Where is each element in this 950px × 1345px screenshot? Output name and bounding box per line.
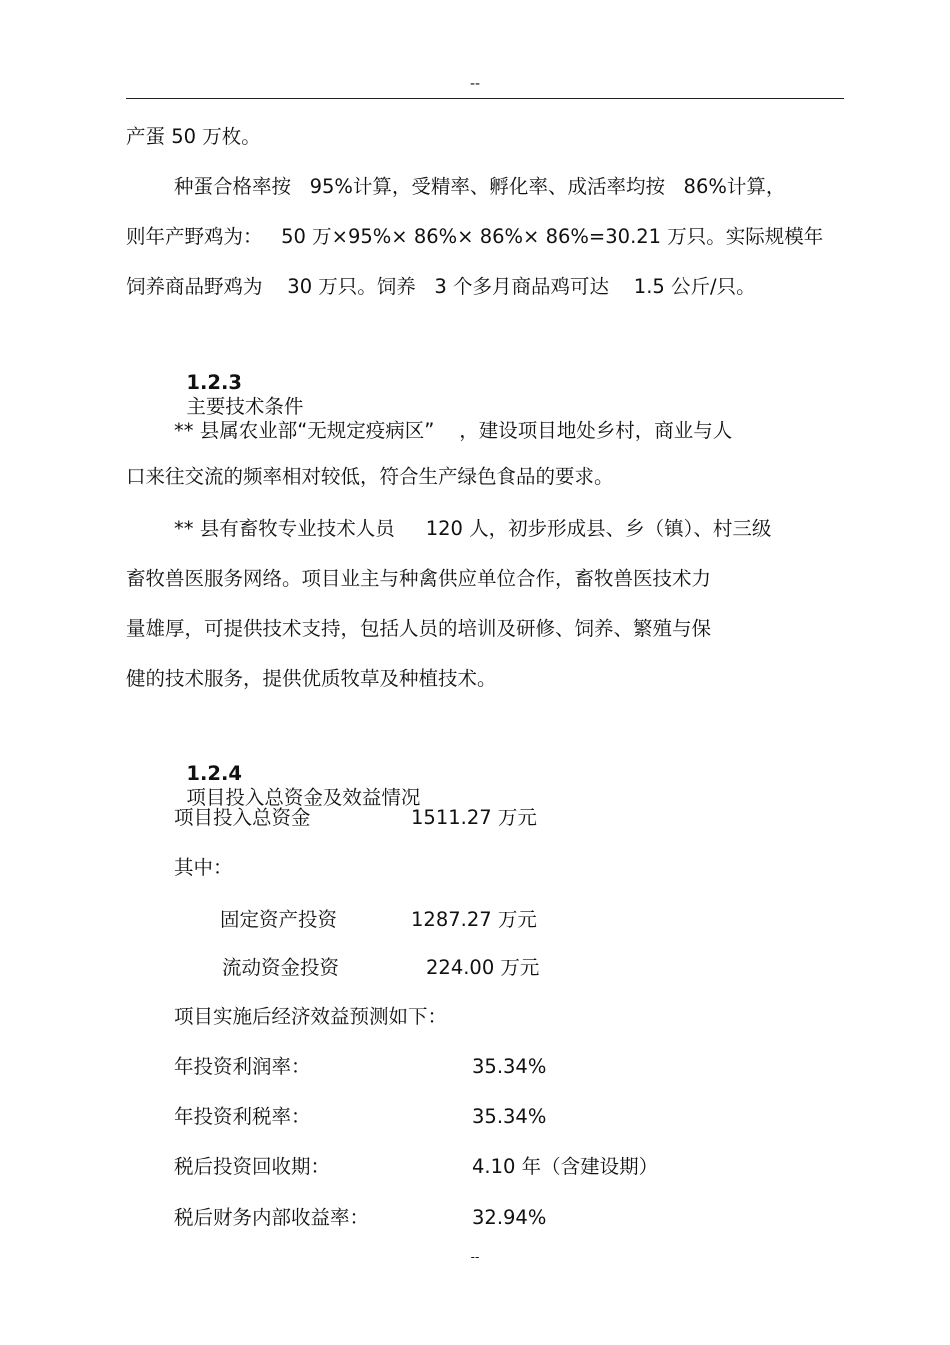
benefit-value: 35.34% bbox=[472, 1055, 547, 1078]
section-title: 主要技术条件 bbox=[186, 395, 304, 418]
body-line: 则年产野鸡为： 50 万×95%× 86%× 86%× 86%=30.21 万只。实际规模年 bbox=[126, 225, 824, 248]
benefit-value: 4.10 年（含建设期） bbox=[472, 1155, 659, 1178]
body-line: 产蛋 50 万枚。 bbox=[126, 125, 261, 148]
section-heading-1-2-3 bbox=[174, 347, 303, 419]
working-capital-value: 224.00 万元 bbox=[426, 956, 540, 979]
body-line: 畜牧兽医服务网络。项目业主与种禽供应单位合作，畜牧兽医技术力 bbox=[126, 567, 712, 590]
page-footer-mark: -- bbox=[470, 1250, 480, 1264]
working-capital-label: 流动资金投资 bbox=[222, 956, 340, 979]
fixed-asset-label: 固定资产投资 bbox=[220, 908, 338, 931]
page-header-mark: -- bbox=[469, 76, 481, 92]
body-line: 种蛋合格率按 95%计算，受精率、孵化率、成活率均按 86%计算， bbox=[174, 175, 786, 198]
section-number: 1.2.3 bbox=[186, 371, 242, 394]
fixed-asset-value: 1287.27 万元 bbox=[411, 908, 537, 931]
section-number: 1.2.4 bbox=[186, 762, 242, 785]
body-line: 口来往交流的频率相对较低，符合生产绿色食品的要求。 bbox=[126, 465, 614, 488]
benefit-label: 年投资利润率： bbox=[174, 1055, 311, 1078]
section-title: 项目投入总资金及效益情况 bbox=[186, 786, 421, 809]
body-line: 健的技术服务，提供优质牧草及种植技术。 bbox=[126, 667, 497, 690]
header-rule bbox=[126, 98, 844, 99]
benefit-value: 35.34% bbox=[472, 1105, 547, 1128]
total-investment-label: 项目投入总资金 bbox=[174, 806, 311, 829]
benefit-value: 32.94% bbox=[472, 1206, 547, 1229]
of-which-label: 其中： bbox=[174, 856, 233, 879]
benefit-label: 税后投资回收期： bbox=[174, 1155, 331, 1178]
body-line: 饲养商品野鸡为 30 万只。饲养 3 个多月商品鸡可达 1.5 公斤/只。 bbox=[126, 275, 756, 298]
total-investment-value: 1511.27 万元 bbox=[411, 806, 537, 829]
forecast-intro: 项目实施后经济效益预测如下： bbox=[174, 1005, 448, 1028]
body-line: ** 县有畜牧专业技术人员 120 人，初步形成县、乡（镇）、村三级 bbox=[174, 517, 772, 540]
body-line: 量雄厚，可提供技术支持，包括人员的培训及研修、饲养、繁殖与保 bbox=[126, 617, 712, 640]
benefit-label: 年投资利税率： bbox=[174, 1105, 311, 1128]
section-heading-1-2-4 bbox=[174, 738, 420, 810]
benefit-label: 税后财务内部收益率： bbox=[174, 1206, 370, 1229]
body-line: ** 县属农业部“无规定疫病区” ，建设项目地处乡村，商业与人 bbox=[174, 419, 733, 442]
